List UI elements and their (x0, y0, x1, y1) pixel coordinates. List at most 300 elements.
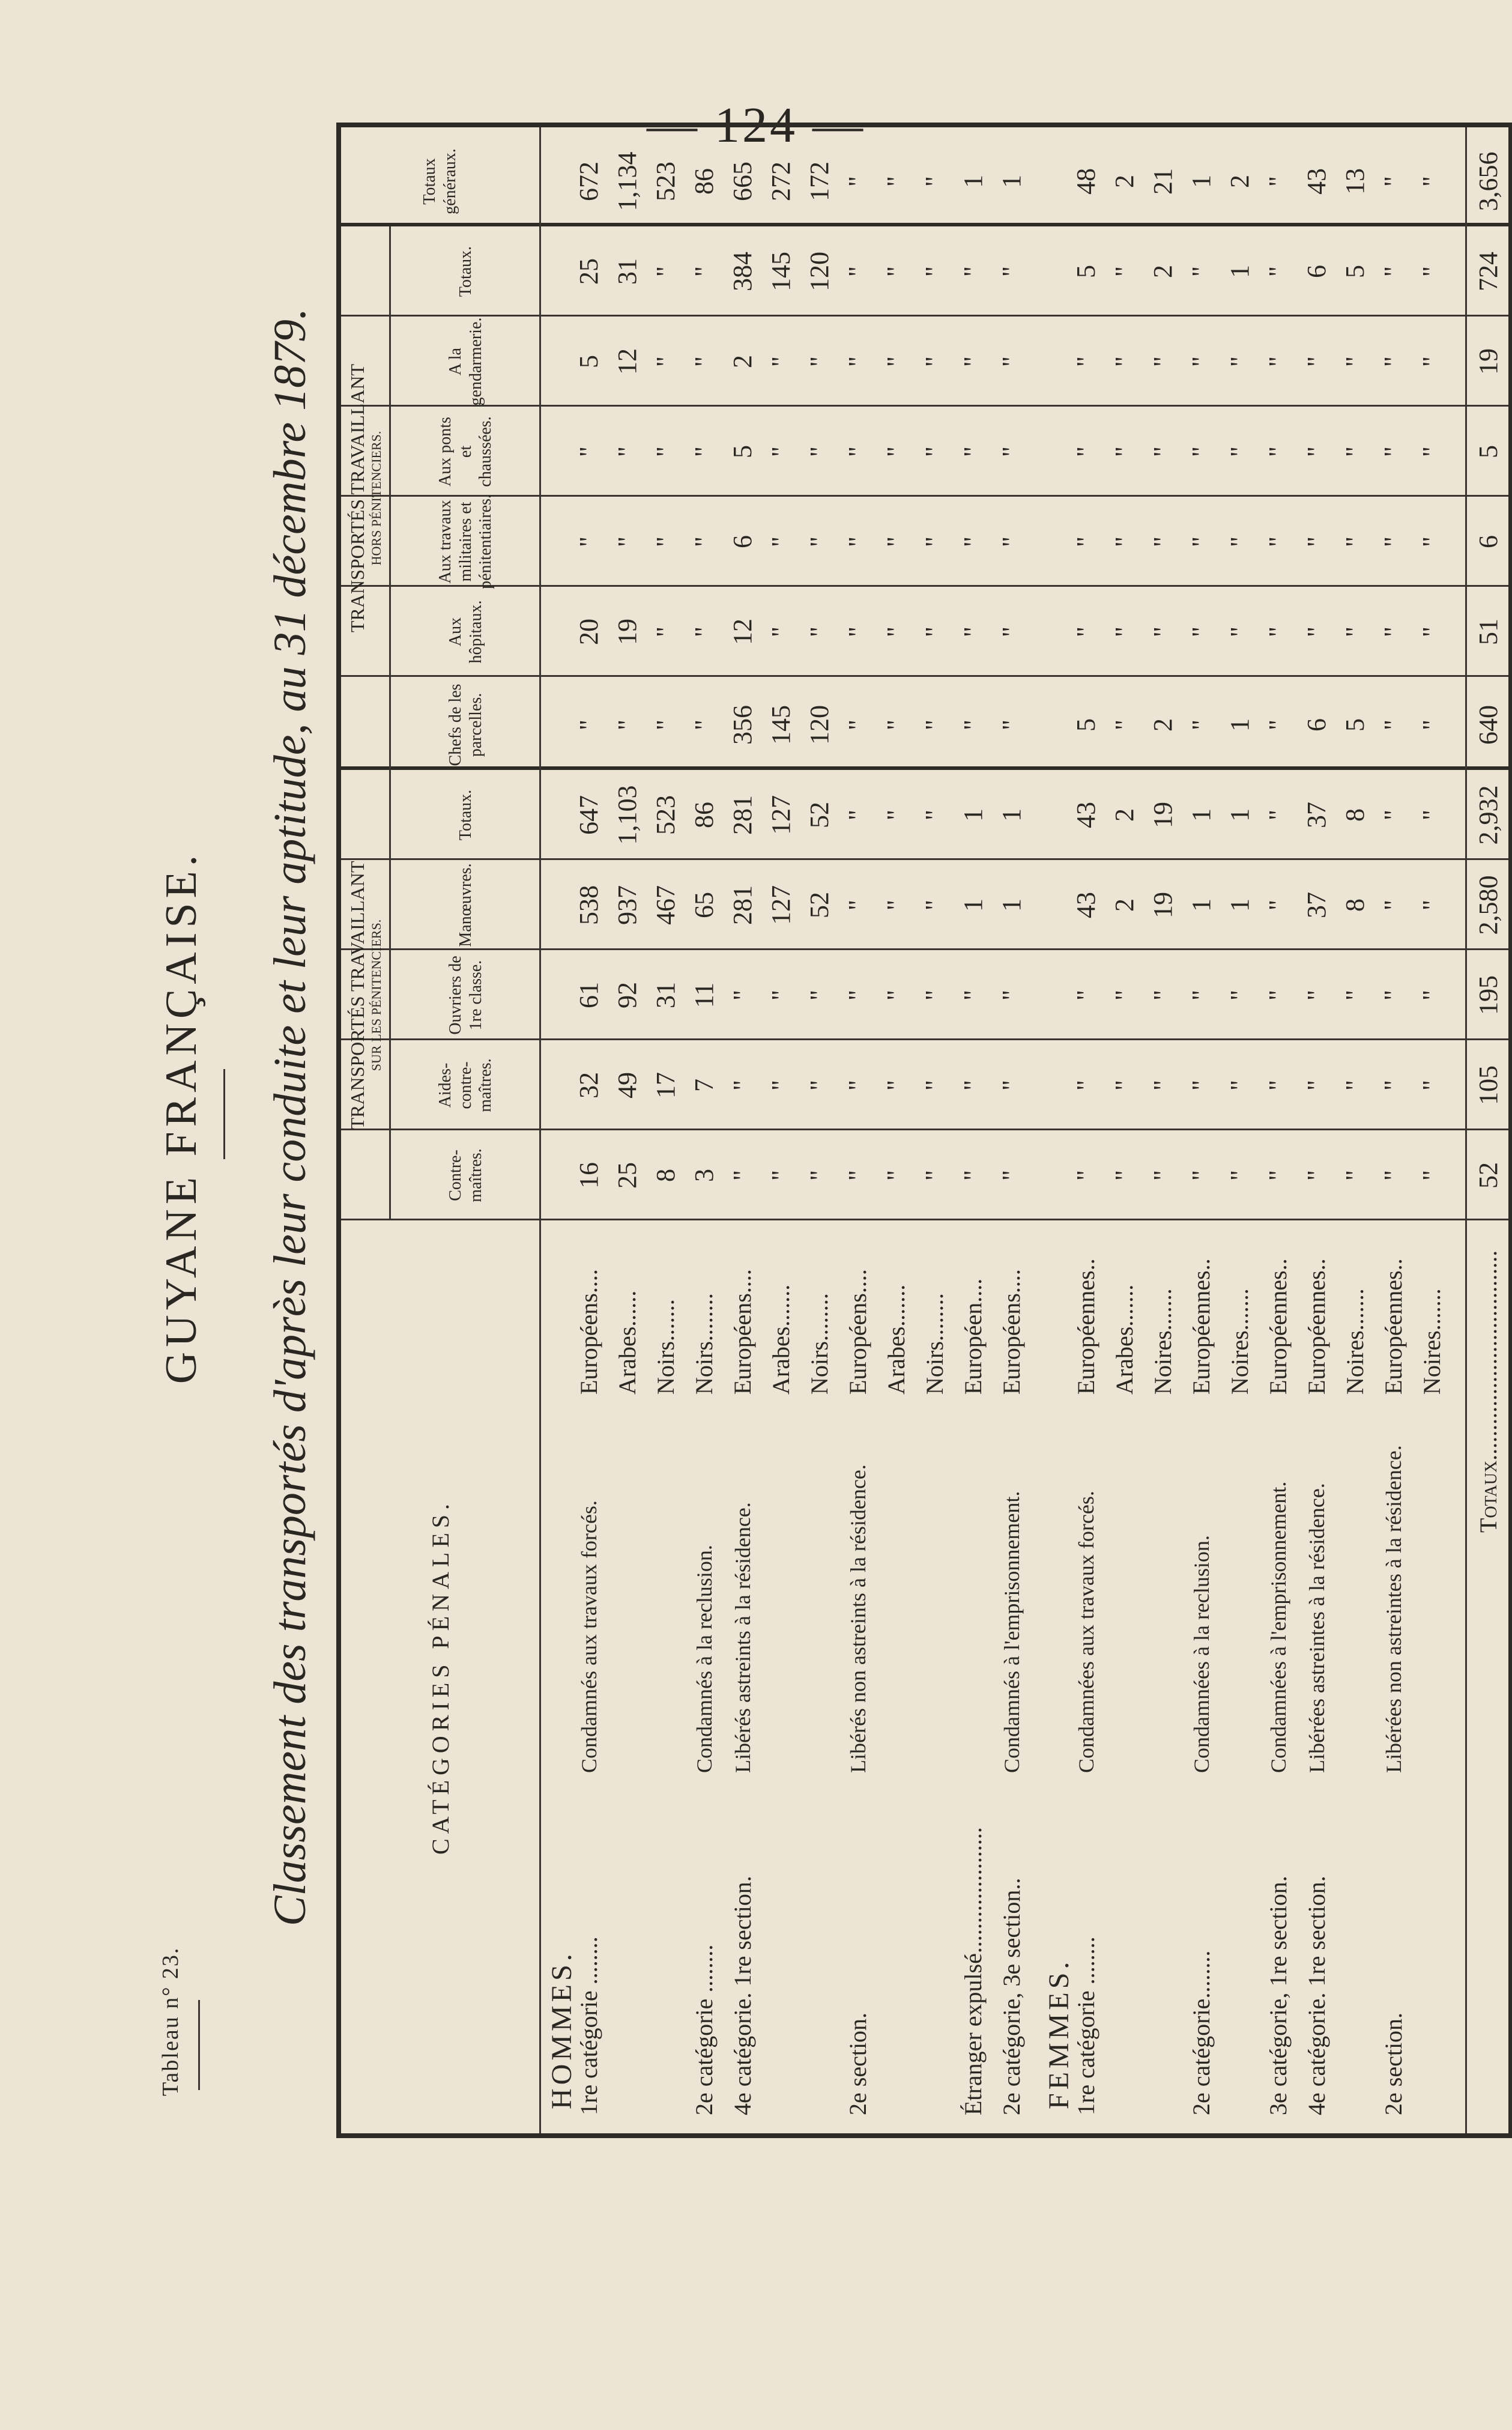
table-cell: 120 (805, 705, 834, 745)
table-cell: " (1340, 990, 1370, 1001)
row-race: Noires....... (1226, 1288, 1253, 1395)
group-header-2 (341, 226, 389, 770)
row-race: Noires....... (1149, 1288, 1176, 1395)
table-cell: 145 (766, 252, 796, 291)
table-cell: " (997, 1080, 1026, 1091)
table-cell: 1,103 (612, 785, 642, 845)
table-cell: 43 (1071, 892, 1101, 918)
totals-cell: 51 (1474, 619, 1503, 645)
table-cell: 523 (651, 795, 680, 835)
table-cell: " (1263, 536, 1293, 547)
table-cell: " (1379, 990, 1408, 1001)
table-cell: " (1379, 720, 1408, 730)
table-cell: " (1225, 536, 1254, 547)
data-table (336, 123, 1512, 2138)
table-cell: " (843, 266, 872, 277)
table-cell: " (958, 446, 988, 457)
table-cell: " (881, 810, 911, 820)
table-cell: 6 (1302, 718, 1331, 732)
table-cell: 49 (612, 1072, 642, 1098)
totals-cell: 2,932 (1474, 785, 1503, 845)
table-cell: 384 (728, 252, 757, 291)
table-cell: 467 (651, 885, 680, 925)
table-cell: " (881, 720, 911, 730)
table-cell: " (843, 356, 872, 367)
table-cell: " (1302, 446, 1331, 457)
table-cell: " (997, 536, 1026, 547)
table-cell: " (1263, 1080, 1293, 1091)
row-subcategory: Condamnés à l'emprisonnement. (1000, 1491, 1024, 1773)
table-cell: 2 (728, 355, 757, 368)
row-subcategory: Condamnées aux travaux forcés. (1074, 1491, 1098, 1773)
table-cell: 281 (728, 795, 757, 835)
table-cell: " (1263, 900, 1293, 910)
table-cell: 92 (612, 982, 642, 1008)
table-cell: " (1263, 990, 1293, 1001)
table-cell: 12 (728, 619, 757, 645)
table-cell: " (881, 266, 911, 277)
table-cell: " (766, 626, 796, 637)
table-cell: " (920, 536, 949, 547)
row-race: Européennes.. (1072, 1258, 1099, 1395)
table-cell: " (1187, 446, 1216, 457)
table-cell: " (920, 266, 949, 277)
row-race: Européens.... (729, 1269, 756, 1395)
table-cell: " (1302, 990, 1331, 1001)
tableau-label: Tableau n° 23. (158, 1947, 183, 2096)
table-cell: " (920, 446, 949, 457)
totals-cell: 3,656 (1474, 151, 1503, 211)
table-cell: 86 (689, 168, 719, 195)
table-cell: " (881, 626, 911, 637)
table-cell: " (1379, 900, 1408, 910)
table-cell: " (728, 990, 757, 1001)
row-race: Européens.... (998, 1269, 1025, 1395)
group-1-subtitle: SUR LES PÉNITENCIERS. (369, 919, 384, 1071)
group-1-title: TRANSPORTÉS TRAVAILLANT (346, 861, 368, 1130)
table-cell: " (1417, 720, 1447, 730)
table-cell: " (1302, 626, 1331, 637)
table-cell: " (1225, 1170, 1254, 1181)
table-cell: " (920, 356, 949, 367)
table-cell: " (574, 720, 603, 730)
table-cell: " (881, 446, 911, 457)
totals-rule (1465, 127, 1467, 2133)
table-cell: " (920, 810, 949, 820)
row-race: Noires....... (1341, 1288, 1368, 1395)
table-cell: " (1379, 810, 1408, 820)
table-cell: 19 (1148, 892, 1178, 918)
table-cell: 5 (1071, 265, 1101, 278)
table-cell: 25 (574, 258, 603, 285)
table-cell: " (1340, 446, 1370, 457)
table-cell: " (1302, 356, 1331, 367)
table-cell: 1 (997, 898, 1026, 912)
table-cell: " (1263, 810, 1293, 820)
table-cell: " (1110, 356, 1139, 367)
table-cell: 538 (574, 885, 603, 925)
table-cell: " (958, 536, 988, 547)
group-header-rule (389, 226, 391, 1220)
row-race: Noirs....... (652, 1299, 679, 1395)
table-cell: 937 (612, 885, 642, 925)
table-cell: " (689, 626, 719, 637)
table-cell: " (843, 536, 872, 547)
table-cell: " (1187, 356, 1216, 367)
header-rule (539, 127, 541, 2133)
table-cell: " (612, 446, 642, 457)
row-subcategory: Libérés non astreints à la résidence. (846, 1464, 870, 1773)
column-header: Totaux. (456, 246, 475, 297)
table-cell: " (1302, 1080, 1331, 1091)
row-race: Européennes.. (1188, 1258, 1215, 1395)
table-cell: " (805, 1080, 834, 1091)
table-cell: 356 (728, 705, 757, 745)
table-cell: 5 (1340, 265, 1370, 278)
table-cell: 8 (1340, 808, 1370, 822)
table-cell: " (997, 446, 1026, 457)
table-cell: 19 (612, 619, 642, 645)
table-cell: " (1225, 626, 1254, 637)
totals-cell: 2,580 (1474, 875, 1503, 935)
table-cell: 65 (689, 892, 719, 918)
table-cell: 5 (1071, 718, 1101, 732)
table-cell: 37 (1302, 892, 1331, 918)
table-cell: 31 (612, 258, 642, 285)
table-cell: " (574, 446, 603, 457)
table-cell: 172 (805, 162, 834, 201)
table-cell: " (1340, 536, 1370, 547)
table-cell: 52 (805, 802, 834, 828)
table-cell: " (805, 536, 834, 547)
table-cell: 5 (728, 445, 757, 458)
table-cell: " (1110, 990, 1139, 1001)
table-cell: " (1187, 266, 1216, 277)
table-cell: " (689, 446, 719, 457)
row-category: 2e catégorie, 3e section.. (998, 1877, 1025, 2115)
table-cell: " (1187, 1170, 1216, 1181)
table-cell: 21 (1148, 168, 1178, 195)
table-cell: 281 (728, 885, 757, 925)
row-race: Noirs........ (806, 1293, 833, 1395)
table-cell: " (1225, 356, 1254, 367)
row-subcategory: Libérées non astreintes à la résidence. (1382, 1445, 1406, 1773)
table-cell: " (1148, 1080, 1178, 1091)
table-cell: " (651, 536, 680, 547)
column-header: Aides-contre-maîtres. (436, 1058, 495, 1112)
table-cell: " (958, 1080, 988, 1091)
table-cell: 20 (574, 619, 603, 645)
table-cell: " (1263, 626, 1293, 637)
table-cell: 120 (805, 252, 834, 291)
table-cell: " (1379, 536, 1408, 547)
subtitle: Classement des transportés d'après leur conduite et leur aptitude, au 31 décembre 1879. (265, 308, 315, 1927)
table-cell: " (1187, 626, 1216, 637)
table-cell: " (766, 446, 796, 457)
table-cell: " (1379, 356, 1408, 367)
row-subcategory: Libérées astreintes à la résidence. (1305, 1483, 1329, 1773)
table-cell: " (958, 990, 988, 1001)
totals-cell: 19 (1474, 348, 1503, 375)
column-header: Aux travaux militaires et pénitentiaires. (436, 494, 495, 589)
table-cell: " (843, 1170, 872, 1181)
table-cell: " (651, 720, 680, 730)
table-cell: " (651, 356, 680, 367)
page-number: — 124 — (647, 97, 865, 153)
table-cell: 8 (651, 1169, 680, 1182)
table-cell: " (1302, 1170, 1331, 1181)
table-cell: " (997, 266, 1026, 277)
table-cell: " (651, 626, 680, 637)
table-cell: " (1148, 446, 1178, 457)
table-cell: " (843, 446, 872, 457)
row-category: 2e section. (1380, 2012, 1407, 2115)
table-cell: " (1225, 990, 1254, 1001)
table-cell: 61 (574, 982, 603, 1008)
table-cell: 7 (689, 1079, 719, 1092)
table-cell: " (881, 1080, 911, 1091)
column-header: Totaux. (456, 789, 475, 841)
table-cell: 2 (1110, 808, 1139, 822)
table-cell: " (1417, 810, 1447, 820)
table-cell: " (728, 1080, 757, 1091)
table-cell: 1 (1225, 808, 1254, 822)
row-subcategory: Condamnés à la reclusion. (692, 1545, 716, 1773)
column-header: Ouvriers de 1re classe. (446, 956, 485, 1035)
table-cell: 43 (1071, 802, 1101, 828)
table-cell: 5 (1340, 718, 1370, 732)
table-cell: " (958, 720, 988, 730)
table-cell: " (805, 356, 834, 367)
table-cell: " (881, 900, 911, 910)
row-race: Européen.... (960, 1278, 987, 1395)
table-cell: " (1110, 536, 1139, 547)
table-cell: 6 (728, 535, 757, 548)
table-cell: 11 (689, 982, 719, 1008)
table-cell: " (958, 1170, 988, 1181)
table-cell: " (1340, 1080, 1370, 1091)
table-cell: 43 (1302, 168, 1331, 195)
table-cell: " (1340, 356, 1370, 367)
table-cell: 16 (574, 1162, 603, 1189)
table-cell: 17 (651, 1072, 680, 1098)
main-title: GUYANE FRANÇAISE. (157, 850, 206, 1384)
table-cell: " (1187, 1080, 1216, 1091)
table-cell: 272 (766, 162, 796, 201)
row-subcategory: Condamnées à la reclusion. (1190, 1535, 1214, 1773)
table-cell: " (1379, 446, 1408, 457)
section-femmes: FEMMES. (1043, 1958, 1075, 2109)
table-cell: 672 (574, 162, 603, 201)
table-cell: 1 (997, 175, 1026, 188)
row-category: 4e catégorie. 1re section. (729, 1876, 756, 2115)
table-cell: 2 (1110, 175, 1139, 188)
table-cell: 13 (1340, 168, 1370, 195)
table-cell: " (997, 356, 1026, 367)
table-cell: " (1417, 266, 1447, 277)
table-cell: " (881, 176, 911, 187)
row-category: Étranger expulsé..................... (960, 1827, 987, 2115)
table-cell: 8 (1340, 898, 1370, 912)
column-header: Manœuvres. (456, 863, 475, 947)
table-cell: " (1071, 1080, 1101, 1091)
table-cell: " (1263, 1170, 1293, 1181)
table-cell: " (1417, 176, 1447, 187)
totals-cell: 105 (1474, 1065, 1503, 1105)
table-cell: " (612, 720, 642, 730)
table-cell: " (1417, 626, 1447, 637)
table-cell: " (881, 356, 911, 367)
table-cell: " (1110, 1080, 1139, 1091)
column-header: Totaux généraux. (420, 148, 459, 214)
totals-cell: 724 (1474, 252, 1503, 291)
table-cell: 1 (1187, 808, 1216, 822)
table-cell: " (612, 536, 642, 547)
table-cell: " (1379, 1170, 1408, 1181)
table-cell: " (1417, 990, 1447, 1001)
table-cell: " (843, 900, 872, 910)
totals-cell: 640 (1474, 705, 1503, 745)
table-cell: " (805, 1170, 834, 1181)
table-cell: 665 (728, 162, 757, 201)
table-cell: " (920, 1080, 949, 1091)
table-cell: " (920, 626, 949, 637)
table-cell: 2 (1148, 265, 1178, 278)
row-category: 1re catégorie ........ (575, 1936, 602, 2115)
table-cell: " (958, 626, 988, 637)
table-cell: " (843, 176, 872, 187)
table-cell: " (1148, 536, 1178, 547)
table-cell: 19 (1148, 802, 1178, 828)
group-2-subtitle: HORS PÉNITENCIERS. (369, 431, 384, 566)
table-cell: " (689, 356, 719, 367)
table-cell: " (1417, 1170, 1447, 1181)
row-category: 2e section. (844, 2012, 871, 2115)
table-cell: " (805, 446, 834, 457)
table-cell: 1 (958, 175, 988, 188)
table-cell: " (843, 626, 872, 637)
table-cell: " (1187, 720, 1216, 730)
table-cell: " (843, 990, 872, 1001)
table-cell: " (689, 536, 719, 547)
table-cell: 1 (958, 808, 988, 822)
row-category: 2e catégorie ........ (691, 1944, 718, 2115)
row-subcategory: Condamnés aux travaux forcés. (577, 1500, 601, 1773)
table-cell: " (1340, 626, 1370, 637)
table-cell: " (997, 990, 1026, 1001)
table-cell: " (1417, 900, 1447, 910)
table-cell: 37 (1302, 802, 1331, 828)
table-cell: 145 (766, 705, 796, 745)
totals-cell: 52 (1474, 1162, 1503, 1189)
table-cell: " (920, 900, 949, 910)
table-cell: " (1225, 1080, 1254, 1091)
totals-cell: 195 (1474, 975, 1503, 1015)
table-cell: 1 (1187, 898, 1216, 912)
table-cell: 2 (1148, 718, 1178, 732)
table-cell: " (997, 720, 1026, 730)
table-cell: 1 (1225, 898, 1254, 912)
group-2-title: TRANSPORTÉS TRAVAILLANT (346, 363, 368, 633)
column-header: Aux ponts et chaussées. (436, 416, 495, 487)
table-cell: " (766, 536, 796, 547)
row-category: 1re catégorie ........ (1072, 1936, 1099, 2115)
table-cell: " (1110, 720, 1139, 730)
table-cell: 1 (997, 808, 1026, 822)
table-cell: " (1071, 1170, 1101, 1181)
table-cell: " (1417, 446, 1447, 457)
column-header: A la gendarmerie. (446, 317, 485, 406)
table-cell: 48 (1071, 168, 1101, 195)
row-race: Européennes.. (1303, 1258, 1330, 1395)
row-race: Européens.... (575, 1269, 602, 1395)
table-cell: " (958, 266, 988, 277)
table-cell: 1 (1225, 718, 1254, 732)
table-cell: " (881, 1170, 911, 1181)
table-cell: " (1379, 626, 1408, 637)
table-cell: " (651, 446, 680, 457)
table-cell: " (1263, 720, 1293, 730)
table-cell: " (920, 990, 949, 1001)
table-cell: 1,134 (612, 151, 642, 211)
table-cell: " (1379, 1080, 1408, 1091)
title-rule (223, 1069, 225, 1159)
table-cell: " (1110, 626, 1139, 637)
table-cell: " (1187, 536, 1216, 547)
table-cell: " (1340, 1170, 1370, 1181)
row-race: Arabes...... (614, 1290, 641, 1395)
table-cell: " (958, 356, 988, 367)
table-cell: " (881, 990, 911, 1001)
table-cell: " (766, 1170, 796, 1181)
table-cell: 2 (1225, 175, 1254, 188)
table-cell: " (1417, 1080, 1447, 1091)
table-cell: " (920, 176, 949, 187)
row-category: 4e catégorie. 1re section. (1303, 1876, 1330, 2115)
table-cell: " (689, 266, 719, 277)
table-cell: 86 (689, 802, 719, 828)
row-race: Arabes....... (1111, 1284, 1138, 1395)
table-cell: " (574, 536, 603, 547)
table-cell: " (1263, 266, 1293, 277)
row-race: Noirs........ (691, 1293, 718, 1395)
row-subcategory: Condamnées à l'emprisonnement. (1266, 1481, 1290, 1773)
table-cell: 31 (651, 982, 680, 1008)
table-cell: " (843, 810, 872, 820)
row-race: Européennes.. (1265, 1258, 1292, 1395)
table-cell: " (1263, 356, 1293, 367)
table-cell: " (1110, 446, 1139, 457)
table-cell: " (1225, 446, 1254, 457)
column-header: Chefs de les parcelles. (446, 683, 485, 766)
table-cell: " (1379, 266, 1408, 277)
table-cell: " (1071, 356, 1101, 367)
column-header: Contre-maîtres. (446, 1148, 485, 1202)
table-cell: " (1071, 446, 1101, 457)
table-cell: " (881, 536, 911, 547)
table-cell: " (1071, 536, 1101, 547)
row-subcategory: Libérés astreints à la résidence. (731, 1502, 755, 1773)
table-cell: " (843, 1080, 872, 1091)
table-cell: " (843, 720, 872, 730)
table-cell: " (1110, 266, 1139, 277)
section-hommes: HOMMES. (546, 1950, 578, 2109)
row-race: Noirs........ (921, 1293, 948, 1395)
table-cell: 2 (1110, 898, 1139, 912)
table-cell: " (651, 266, 680, 277)
table-cell: " (997, 1170, 1026, 1181)
table-cell: " (1379, 176, 1408, 187)
